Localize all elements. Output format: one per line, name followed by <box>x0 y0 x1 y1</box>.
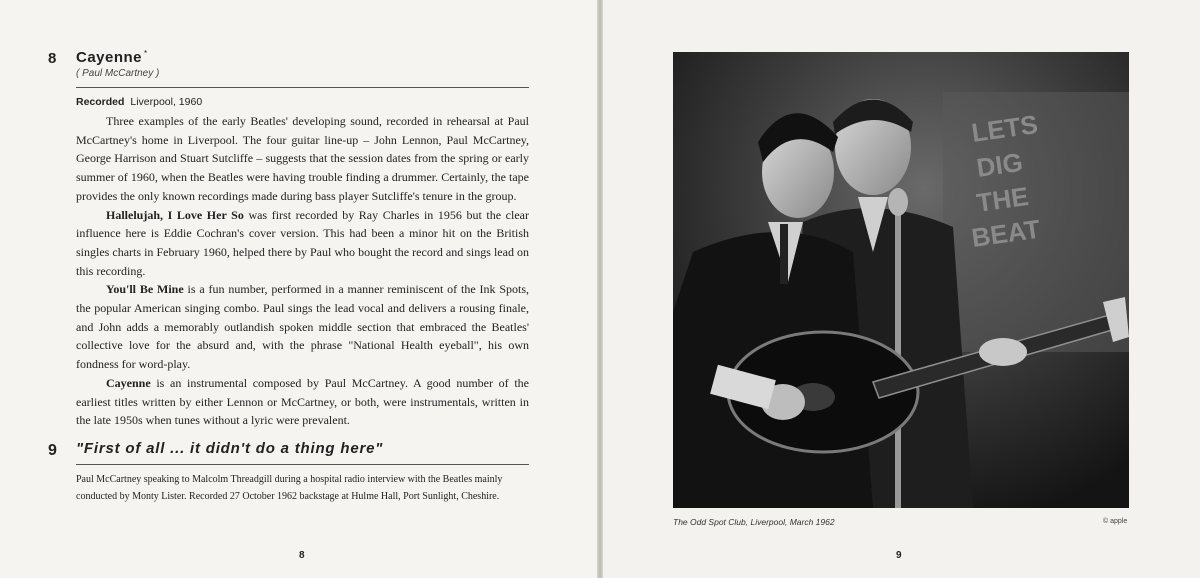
track-9-title: "First of all ... it didn't do a thing here" <box>76 440 384 457</box>
svg-text:BEAT: BEAT <box>969 213 1043 253</box>
photo-illustration <box>673 52 1129 508</box>
track-8-composer: ( Paul McCartney ) <box>76 68 160 79</box>
svg-text:DIG: DIG <box>974 146 1025 183</box>
track-8-number: 8 <box>48 50 57 67</box>
right-page <box>603 0 1200 578</box>
band-photo <box>673 52 1129 508</box>
paragraph <box>76 374 529 430</box>
recorded-label: Recorded <box>76 96 125 108</box>
track-8-body <box>76 112 529 430</box>
track-9-number: 9 <box>48 442 57 459</box>
photo-caption: The Odd Spot Club, Liverpool, March 1962 <box>673 517 835 527</box>
paragraph-lead: You'll Be Mine <box>106 282 184 297</box>
track-8-title-text: Cayenne <box>76 49 143 66</box>
track-8-title-mark: * <box>144 49 148 58</box>
page-number-left: 8 <box>299 550 305 561</box>
svg-text:THE: THE <box>974 180 1031 218</box>
track-8-title <box>76 49 148 66</box>
paragraph-text: was first recorded by Ray Charles in 1956 but the clear influence here is Eddie Cochran's cover version. This had been a minor hit on the British singles charts in February 1960, helped there by Paul who bought the record and sings lead on this recording. <box>76 207 529 278</box>
paragraph-lead: Cayenne <box>106 375 151 390</box>
paragraph <box>76 112 529 206</box>
recorded-value: Liverpool, 1960 <box>130 96 203 108</box>
paragraph <box>76 280 529 374</box>
page-number-right: 9 <box>896 550 902 561</box>
paragraph-lead: Hallelujah, I Love Her So <box>106 207 244 222</box>
paragraph-text: is a fun number, performed in a manner reminiscent of the Ink Spots, the popular American singing combo. Paul sings the lead vocal and delivers a rousing finale, and John adds a memorably outlandish spoken middle section that embraced the Beatles' collective love for the absurd and, with the phrase "National Health eyeball", his own fondness for word-play. <box>76 282 529 372</box>
divider-rule <box>76 464 529 465</box>
paragraph <box>76 206 529 281</box>
svg-text:LETS: LETS <box>969 108 1040 148</box>
paragraph-text: Three examples of the early Beatles' developing sound, recorded in rehearsal at Paul McCartney's home in Liverpool. The four guitar line-up – John Lennon, Paul McCartney, George Harrison and Stuart Sutcliffe – suggests that the session dates from the spring or early summer of 1960, when the Beatles were having trouble finding a drummer. Certainly, the tape provides the only known recordings made during bass player Sutcliffe's tenure in the group. <box>76 114 529 203</box>
divider-rule <box>76 87 529 88</box>
track-9-note: Paul McCartney speaking to Malcolm Threadgill during a hospital radio interview with the Beatles mainly conducted by Monty Lister. Recorded 27 October 1962 backstage at Hulme Hall, Port Sunlight, Cheshire. <box>76 474 503 502</box>
recorded-line <box>76 96 202 108</box>
paragraph-text: is an instrumental composed by Paul McCartney. A good number of the earliest titles written by either Lennon or McCartney, or both, were instrumentals, written in the late 1950s when tunes without a lyric were prevalent. <box>76 375 529 428</box>
photo-credit: © apple <box>1103 518 1128 525</box>
left-page <box>0 0 597 578</box>
